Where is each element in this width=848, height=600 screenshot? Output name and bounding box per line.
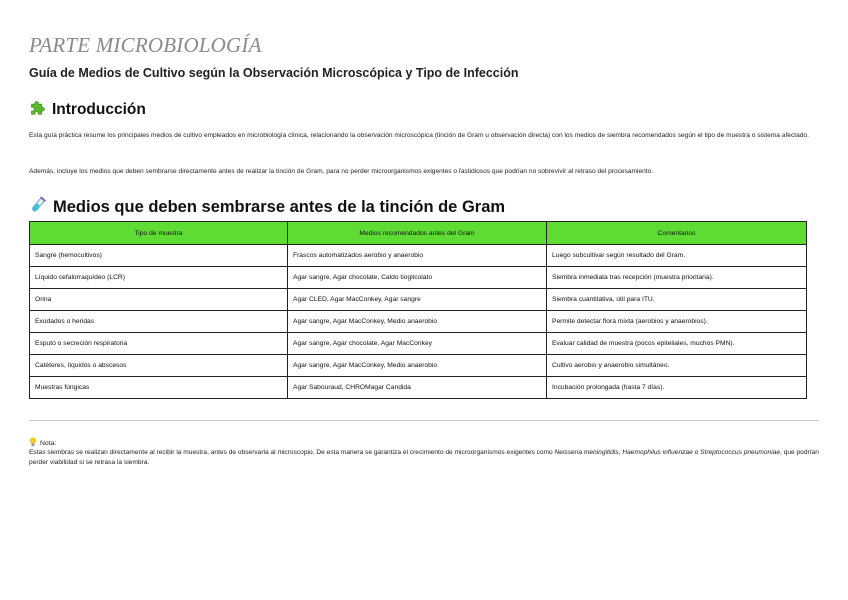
column-header-sample-type: Tipo de muestra [30,222,288,245]
cell-comments: Incubación prolongada (hasta 7 días). [547,377,807,399]
note-separator: o [692,449,701,456]
cell-comments: Siembra cuantitativa, útil para ITU. [547,289,807,311]
test-tube-icon [29,196,47,219]
cell-comments: Permite detectar flora mixta (aerobios y anaerobios). [547,311,807,333]
table-row [30,311,807,333]
organism-name: Haemophilus influenzae [622,449,693,456]
cell-comments: Cultivo aerobio y anaerobio simultáneo. [547,355,807,377]
cell-sample-type: Esputo o secreción respiratoria [30,333,288,355]
intro-heading [29,99,146,121]
page-title: PARTE MICROBIOLOGÍA [29,33,262,57]
intro-paragraph-2: Además, incluye los medios que deben sembrarse directamente antes de realizar la tinción de Gram, para no perder microorganismos exigentes o fastidiosos que podrían no sobrevivir al retraso del procesamiento. [29,168,654,175]
cell-media: Frascos automatizados aerobio y anaerobio [288,245,547,267]
cell-media: Agar Sabouraud, CHROMagar Candida [288,377,547,399]
table-row [30,267,807,289]
cell-media: Agar sangre, Agar MacConkey, Medio anaerobio [288,311,547,333]
column-header-comments: Comentarios [547,222,807,245]
intro-heading-text: Introducción [52,101,146,118]
table-header-row [30,222,807,245]
gram-section-heading-text: Medios que deben sembrarse antes de la tinción de Gram [53,198,506,216]
section-divider [29,420,819,421]
gram-section-heading [29,196,505,219]
note-text-after: , que podrían perder viabilidad si se retrasa la siembra. [29,449,819,466]
table-row [30,245,807,267]
cell-comments: Siembra inmediata tras recepción (muestra prioritaria). [547,267,807,289]
note-text [29,448,821,468]
cell-media: Agar sangre, Agar chocolate, Agar MacConkey [288,333,547,355]
note-label: Nota: [40,439,57,447]
gram-media-table [29,221,807,399]
organism-name: Streptococcus pneumoniae [700,449,781,456]
cell-sample-type: Catéteres, líquidos o abscesos [30,355,288,377]
cell-media: Agar CLED, Agar MacConkey, Agar sangre [288,289,547,311]
cell-sample-type: Sangre (hemocultivos) [30,245,288,267]
table-row [30,355,807,377]
cell-comments: Evaluar calidad de muestra (pocos epiteliales, muchos PMN). [547,333,807,355]
cell-media: Agar sangre, Agar chocolate, Caldo tioglicolato [288,267,547,289]
cell-sample-type: Muestras fúngicas [30,377,288,399]
cell-sample-type: Orina [30,289,288,311]
column-header-media: Medios recomendados antes del Gram [288,222,547,245]
cell-sample-type: Líquido cefalorraquídeo (LCR) [30,267,288,289]
puzzle-icon [29,99,46,121]
page-subtitle: Guía de Medios de Cultivo según la Observación Microscópica y Tipo de Infección [29,66,519,80]
note-separator: , [618,449,623,456]
table-row [30,289,807,311]
table-row [30,377,807,399]
organism-name: Neisseria meningitidis [554,449,619,456]
cell-media: Agar sangre, Agar MacConkey, Medio anaerobio [288,355,547,377]
cell-sample-type: Exudados o heridas [30,311,288,333]
cell-comments: Luego subcultivar según resultado del Gram. [547,245,807,267]
table-row [30,333,807,355]
note-text-before: Estas siembras se realizan directamente al recibir la muestra, antes de observarla al microscopio. De esta manera se garantiza el crecimiento de microorganismos exigentes como [29,449,555,456]
intro-paragraph-1: Esta guía práctica resume los principales medios de cultivo empleados en microbiología clínica, relacionando la observación microscópica (tinción de Gram u observación directa) con los medios de siembra recomendados según el tipo de muestra o sistema afectado. [29,132,809,139]
